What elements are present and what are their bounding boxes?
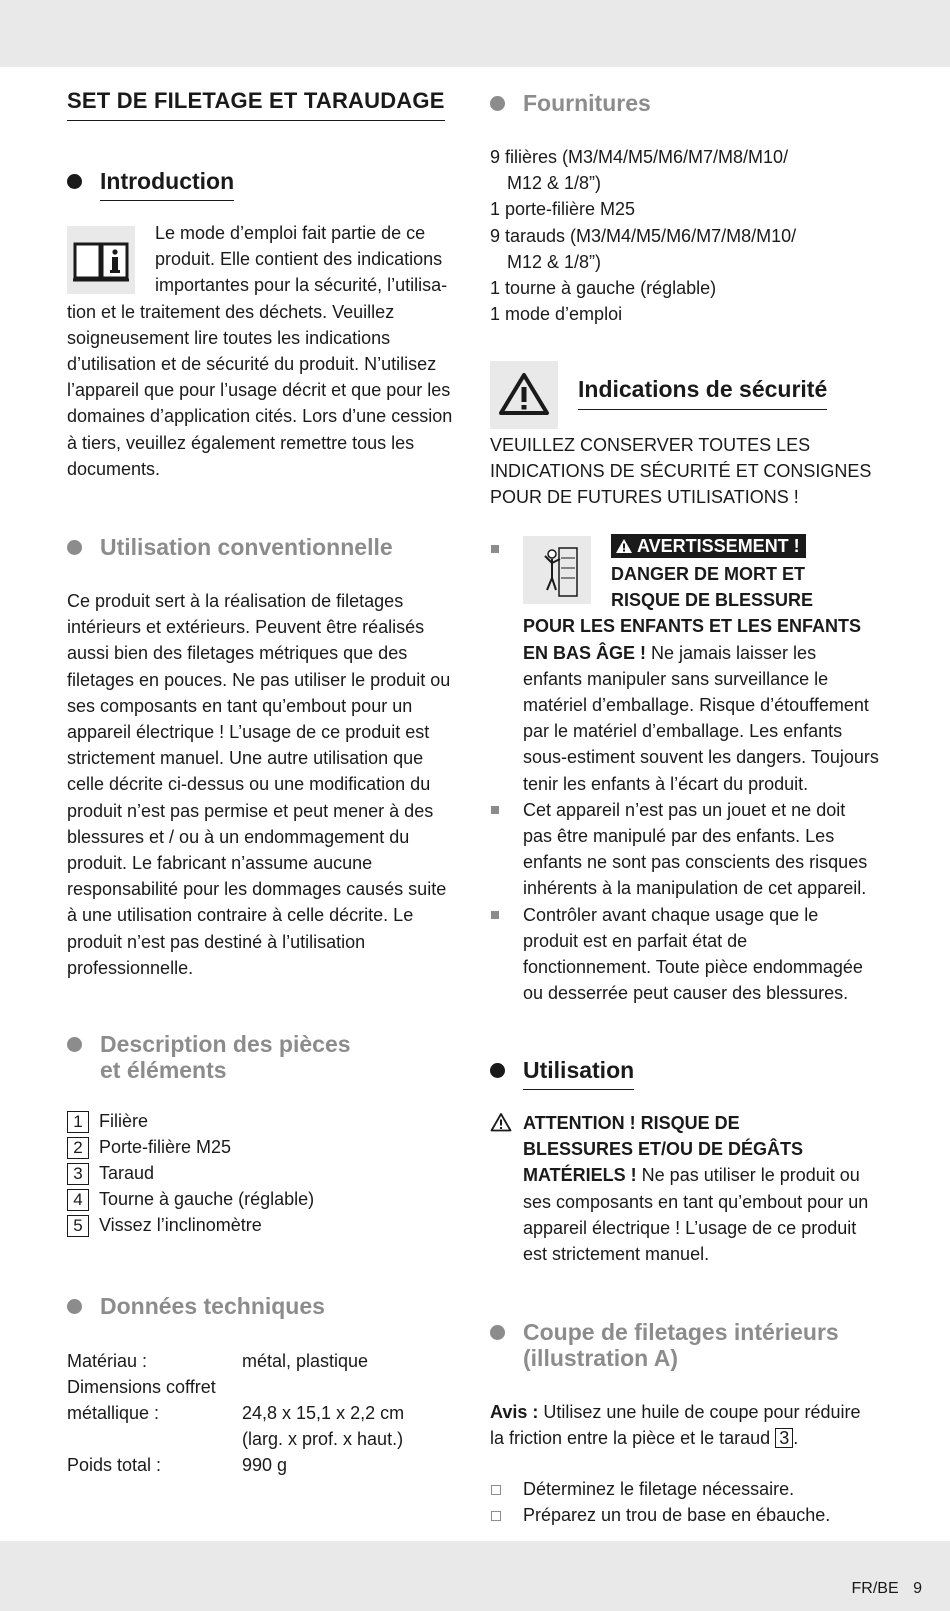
text-line: produit. Le fabricant n’assume aucune [67, 853, 373, 874]
page-number: 9 [913, 1580, 922, 1597]
info-manual-icon [67, 226, 135, 294]
warning-paragraph [523, 613, 903, 796]
text-line: produit est en parfait état de [523, 930, 748, 951]
text-line: RISQUE DE BLESSURE [611, 590, 814, 611]
text-line: POUR DE FUTURES UTILISATIONS ! [490, 487, 799, 508]
text-line: VEUILLEZ CONSERVER TOUTES LES [490, 435, 811, 455]
part-label: Taraud [99, 1163, 155, 1183]
spec-value: métal, plastique [242, 1351, 369, 1371]
text-line: Contrôler avant chaque usage que le [523, 904, 819, 925]
text-line: enfants ne sont pas conscients des risques [523, 852, 868, 873]
bullet-square-icon [491, 911, 499, 919]
page-footer [842, 1580, 922, 1598]
text-line: est strictement manuel. [523, 1244, 710, 1265]
text-line: à une utilisation contraire à celle décrite. Le [67, 905, 414, 926]
supplies-list [490, 144, 890, 327]
text-line: matériel d’emballage. Risque d’étouffement [523, 695, 869, 715]
spec-label: Dimensions coffret [67, 1377, 216, 1397]
introduction-para-top [155, 220, 465, 299]
list-item [67, 1163, 154, 1189]
list-item: M12 & 1/8”) [507, 173, 602, 194]
text-line: documents. [67, 458, 161, 479]
text-line: celle décrite ci-dessus ou une modification du [67, 774, 431, 795]
spec-label: métallique : [67, 1403, 160, 1423]
bottom-band [0, 1541, 950, 1611]
text-line: l’appareil que pour l’usage décrit et que pour les [67, 380, 451, 401]
attention-paragraph [523, 1110, 903, 1267]
text-line: enfants manipuler sans surveillance le [523, 668, 829, 689]
part-label: Tourne à gauche (réglable) [99, 1189, 315, 1209]
list-item [67, 1215, 262, 1241]
bullet-dot-icon [67, 174, 82, 189]
text-line: tion et le traitement des déchets. Veuillez [67, 301, 395, 322]
caution-triangle-icon [490, 1112, 512, 1134]
text-line: responsabilité pour les dommages causés suite [67, 879, 447, 900]
part-number: 2 [67, 1137, 89, 1159]
text-line: ATTENTION ! RISQUE DE [523, 1113, 740, 1133]
cutting-heading: Coupe de filetages intérieurs (illustration A) [490, 1319, 890, 1375]
bullet-dot-icon [490, 96, 505, 111]
text-line: ses composants en tant qu’embout pour un [523, 1191, 869, 1212]
warning-badge: AVERTISSEMENT ! [611, 534, 806, 558]
spec-value: 990 g [242, 1455, 288, 1475]
text-line: tenir les enfants à l’écart du produit. [523, 773, 809, 794]
text-line: produit n’est pas permise et peut mener à des [67, 800, 434, 821]
checkbox-bullet-icon [491, 1485, 501, 1495]
text-line: appareil électrique ! L’usage de ce produit est [67, 722, 430, 743]
text-line: appareil électrique ! L’usage de ce produit [523, 1217, 857, 1238]
list-item: 1 porte-filière M25 [490, 199, 636, 220]
text-line: professionnelle. [67, 957, 194, 978]
usage-paragraph [67, 588, 467, 981]
text-line: EN BAS ÂGE ! Ne jamais laisser les [523, 642, 817, 663]
safety-caps-notice [490, 432, 890, 511]
parts-heading: Description des pièces et éléments [67, 1031, 464, 1087]
utilisation-heading: Utilisation [490, 1057, 890, 1087]
text-line: filetages en pouces. Ne pas utiliser le produit ou [67, 669, 451, 690]
spec-value: 24,8 x 15,1 x 2,2 cm [242, 1403, 405, 1423]
spec-value: (larg. x prof. x haut.) [242, 1429, 404, 1449]
part-number: 3 [67, 1163, 89, 1185]
text-line: strictement manuel. Une autre utilisation que [67, 748, 424, 769]
bullet-dot-icon [490, 1063, 505, 1078]
bullet-dot-icon [67, 1037, 82, 1052]
safety-heading: Indications de sécurité [578, 376, 827, 410]
list-item: 9 tarauds (M3/M4/M5/M6/M7/M8/M10/ [490, 225, 797, 246]
text-line: blessures et / ou à un endommagement du [67, 826, 410, 847]
page-title: SET DE FILETAGE ET TARAUDAGE [67, 88, 445, 121]
child-warning-icon [523, 536, 591, 604]
text-line: sous-estiment souvent les dangers. Toujours [523, 747, 879, 768]
spec-label: Poids total : [67, 1455, 162, 1475]
spec-label: Matériau : [67, 1351, 148, 1371]
part-reference: 3 [775, 1428, 793, 1448]
text-line: Avis : Utilisez une huile de coupe pour réduire [490, 1402, 861, 1422]
part-label: Vissez l’inclinomètre [99, 1215, 262, 1235]
text-line: la friction entre la pièce et le taraud 3 . [490, 1428, 799, 1449]
text-line: ou desserrée peut causer des blessures. [523, 983, 849, 1004]
text-line: pas être manipulé par des enfants. Les [523, 826, 835, 846]
text-line: Le mode d’emploi fait partie de ce [155, 223, 426, 243]
text-line: POUR LES ENFANTS ET LES ENFANTS [523, 616, 862, 637]
tech-specs [67, 1348, 464, 1483]
list-item: 9 filières (M3/M4/M5/M6/M7/M8/M10/ [490, 147, 789, 167]
part-label: Porte-filière M25 [99, 1137, 232, 1157]
safety-bullet-check [523, 902, 903, 1007]
parts-list [67, 1111, 464, 1246]
warning-danger-title [611, 561, 813, 613]
part-number: 1 [67, 1111, 89, 1133]
step-item: Déterminez le filetage nécessaire. [523, 1479, 795, 1499]
text-line: ses composants en tant qu’embout pour un [67, 695, 413, 716]
text-line: inhérents à la manipulation de cet appareil. [523, 878, 867, 899]
list-item: 1 tourne à gauche (réglable) [490, 278, 717, 299]
supplies-heading: Fournitures [490, 90, 890, 120]
list-item [67, 1137, 231, 1163]
text-line: fonctionnement. Toute pièce endommagée [523, 957, 863, 977]
part-number: 5 [67, 1215, 89, 1237]
bullet-dot-icon [67, 1299, 82, 1314]
part-label: Filière [99, 1111, 149, 1131]
list-item: 1 mode d’emploi [490, 304, 623, 325]
text-line: MATÉRIELS ! Ne pas utiliser le produit ou [523, 1165, 860, 1186]
step-item: Préparez un trou de base en ébauche. [523, 1505, 831, 1525]
text-line: Cet appareil n’est pas un jouet et ne doit [523, 799, 846, 820]
text-line: importantes pour la sécurité, l’utilisa- [155, 275, 448, 296]
text-line: intérieurs et extérieurs. Peuvent être réalisés [67, 617, 425, 638]
text-line: par le matériel d’emballage. Les enfants [523, 721, 843, 742]
safety-bullet-toy [523, 797, 903, 902]
text-line: INDICATIONS DE SÉCURITÉ ET CONSIGNES [490, 461, 872, 482]
list-item [67, 1111, 148, 1137]
text-line: à tiers, veuillez également remettre tous les [67, 432, 415, 453]
bullet-square-icon [491, 806, 499, 814]
tech-heading: Données techniques [67, 1293, 464, 1323]
warning-triangle-icon [615, 538, 633, 554]
bullet-dot-icon [490, 1325, 505, 1340]
text-line: soigneusement lire toutes les indications [67, 327, 391, 348]
list-item: M12 & 1/8”) [507, 251, 602, 272]
text-line: domaines d’application cités. Lors d’une cession [67, 406, 453, 427]
text-line: DANGER DE MORT ET [611, 564, 806, 584]
text-line: d’utilisation et de sécurité du produit. N’utilisez [67, 354, 437, 374]
introduction-para-rest [67, 299, 467, 482]
text-line: Ce produit sert à la réalisation de filetages [67, 591, 404, 611]
text-line: BLESSURES ET/OU DE DÉGÂTS [523, 1139, 804, 1160]
bullet-square-icon [491, 545, 499, 553]
list-item [67, 1189, 314, 1215]
checkbox-bullet-icon [491, 1511, 501, 1521]
warning-label [611, 534, 806, 558]
text-line: produit. Elle contient des indications [155, 249, 443, 270]
footer-language: FR/BE [851, 1580, 899, 1597]
warning-triangle-icon [490, 361, 558, 429]
introduction-heading: Introduction [67, 168, 464, 198]
top-band [0, 0, 950, 67]
text-line: aussi bien des filetages métriques que des [67, 643, 408, 664]
cutting-note [490, 1399, 890, 1451]
bullet-dot-icon [67, 540, 82, 555]
usage-heading: Utilisation conventionnelle [67, 534, 464, 564]
text-line: produit n’est pas destiné à l’utilisation [67, 931, 366, 952]
part-number: 4 [67, 1189, 89, 1211]
